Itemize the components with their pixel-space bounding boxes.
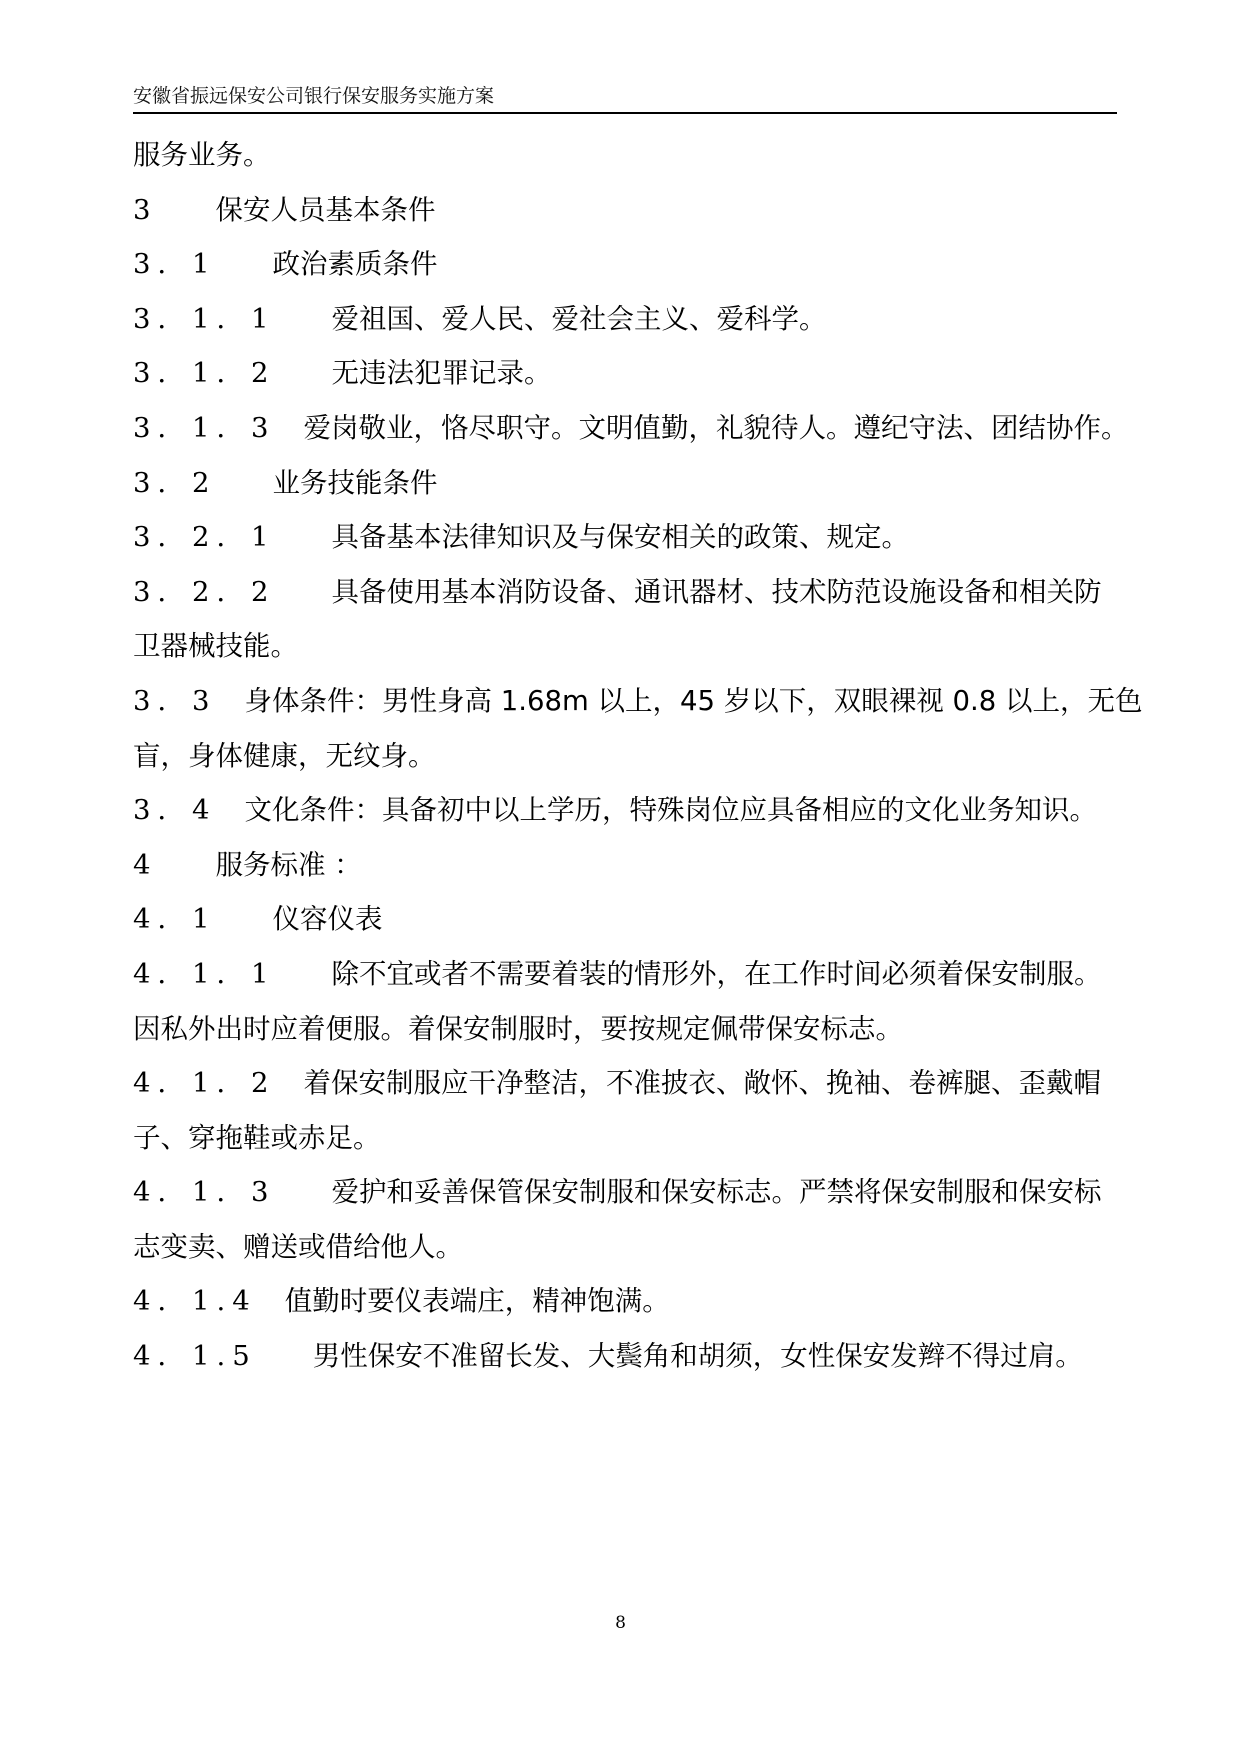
header-rule [133, 112, 1117, 114]
line-text: 因私外出时应着便服。着保安制服时，要按规定佩带保安标志。 [133, 1012, 903, 1045]
line-text: 除不宜或者不需要着装的情形外，在工作时间必须着保安制服。 [331, 957, 1102, 990]
text-line [133, 674, 1143, 729]
section-number: 4．1.5 [133, 1340, 257, 1373]
text-line [133, 237, 1123, 292]
text-line [133, 346, 1123, 401]
section-number: 3．2 [133, 466, 217, 499]
section-number: 3．1．1 [133, 302, 276, 335]
line-text: 着保安制服应干净整洁，不准披衣、敞怀、挽袖、卷裤腿、歪戴帽 [303, 1067, 1101, 1100]
line-text: 服务业务。 [133, 139, 271, 171]
section-number: 3．1．2 [133, 357, 276, 390]
section-number: 3．3 [133, 684, 217, 717]
text-line [133, 838, 1123, 893]
section-number: 4．1．2 [133, 1067, 276, 1100]
section-number: 3．1．3 [133, 411, 276, 444]
line-text: 无违法犯罪记录。 [331, 357, 552, 390]
line-text: 盲，身体健康，无纹身。 [133, 739, 436, 772]
section-number: 4．1．1 [133, 957, 276, 990]
section-number: 3．2．2 [133, 575, 276, 608]
page-number: 8 [615, 1613, 626, 1633]
section-number: 4 [133, 848, 158, 881]
text-line [133, 456, 1123, 511]
line-text: 爱岗敬业，恪尽职守。文明值勤，礼貌待人。遵纪守法、团结协作。 [303, 411, 1129, 444]
line-text: 文化条件：具备初中以上学历，特殊岗位应具备相应的文化业务知识。 [244, 794, 1097, 827]
section-number: 3 [133, 193, 158, 226]
section-number: 3．4 [133, 794, 217, 827]
text-line [133, 128, 1123, 183]
section-number: 4．1.4 [133, 1285, 257, 1318]
text-line [133, 1274, 1123, 1329]
line-text: 爱护和妥善保管保安制服和保安标志。严禁将保安制服和保安标 [331, 1176, 1102, 1209]
text-line [133, 292, 1123, 347]
line-text: 具备基本法律知识及与保安相关的政策、规定。 [331, 521, 909, 554]
text-line [133, 729, 1123, 784]
line-text: 仪容仪表 [272, 903, 383, 936]
text-line [133, 1220, 1123, 1275]
text-line [133, 1111, 1123, 1166]
text-line [133, 1165, 1123, 1220]
running-header: 安徽省振远保安公司银行保安服务实施方案 [133, 85, 495, 107]
text-line [133, 565, 1123, 620]
line-text: 爱祖国、爱人民、爱社会主义、爱科学。 [331, 302, 827, 335]
line-text: 身体条件：男性身高 1.68m 以上，45 岁以下，双眼裸视 0.8 以上，无色 [244, 684, 1143, 717]
text-line [133, 783, 1123, 838]
text-line [133, 510, 1123, 565]
line-text: 值勤时要仪表端庄，精神饱满。 [284, 1285, 670, 1318]
line-text: 具备使用基本消防设备、通讯器材、技术防范设施设备和相关防 [331, 575, 1102, 608]
line-text: 业务技能条件 [272, 466, 438, 499]
section-number: 3．1 [133, 248, 217, 281]
text-line [133, 619, 1123, 674]
text-line [133, 1002, 1123, 1057]
text-line [133, 401, 1129, 456]
document-body [133, 128, 1143, 1384]
line-text: 子、穿拖鞋或赤足。 [133, 1121, 381, 1154]
line-text: 志变卖、赠送或借给他人。 [133, 1230, 463, 1263]
text-line [133, 947, 1123, 1002]
line-text: 卫器械技能。 [133, 630, 298, 663]
section-number: 3．2．1 [133, 521, 276, 554]
text-line [133, 1056, 1123, 1111]
line-text: 政治素质条件 [272, 248, 438, 281]
text-line [133, 183, 1123, 238]
line-text: 服务标准 ： [215, 848, 362, 881]
line-text: 保安人员基本条件 [215, 193, 436, 226]
section-number: 4．1 [133, 903, 217, 936]
text-line [133, 892, 1123, 947]
section-number: 4．1．3 [133, 1176, 276, 1209]
text-line [133, 1329, 1123, 1384]
line-text: 男性保安不准留长发、大鬓角和胡须，女性保安发辫不得过肩。 [312, 1340, 1083, 1373]
